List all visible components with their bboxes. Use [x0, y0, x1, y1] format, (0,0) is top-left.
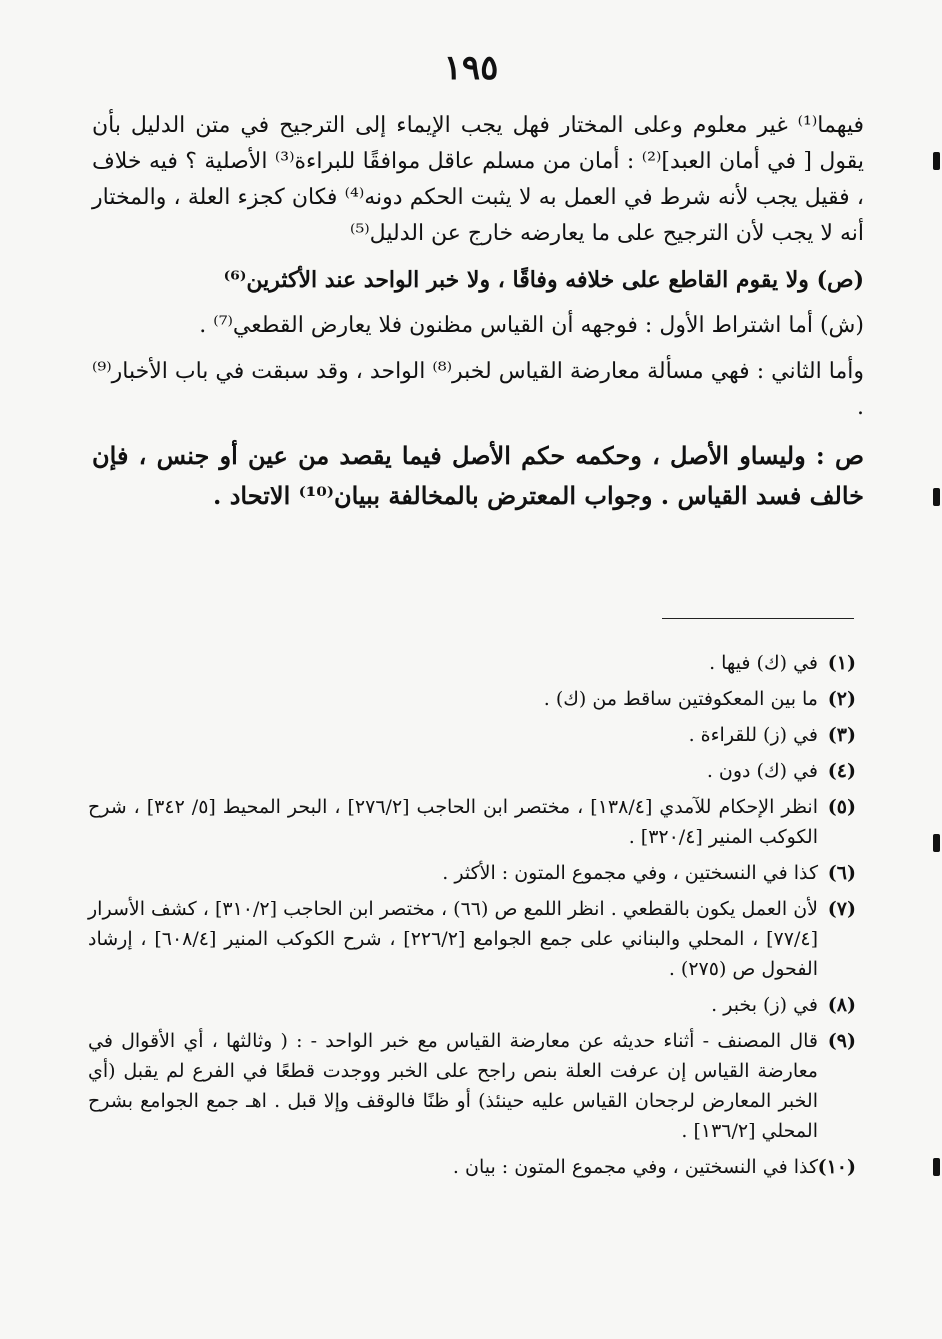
footnote-text: كذا في النسختين ، وفي مجموع المتون : الأكثر . [442, 862, 818, 884]
footnote-text: قال المصنف - أثناء حديثه عن معارضة القياس مع خبر الواحد - : ( وثالثها ، أي الأقوال في معارضة القياس إن عرفت العلة بنص راجح على الخبر ووجدت قطعًا في الفرع لم يقبل (أي الخبر المعارض لرجحان القياس عليه حينئذ) أو ظنًا فالوقف وإلا قبل . اهـ جمع الجوامع بشرح المحلي [١٣٦/٢] . [88, 1030, 818, 1142]
footnote-text: في (ك) دون . [706, 760, 818, 782]
main-text [92, 108, 864, 526]
footnote-text: لأن العمل يكون بالقطعي . انظر اللمع ص (٦٦) ، مختصر ابن الحاجب [٣١٠/٢] ، كشف الأسرار [٧٧/٤] ، المحلي والبناني على جمع الجوامع [٢٢٦/٢] ، شرح الكوكب المنير [٦٠٨/٤] ، إرشاد الفحول ص (٢٧٥) . [88, 898, 818, 980]
binding-mark [933, 152, 940, 170]
page-number: ١٩٥ [443, 48, 499, 88]
paragraph-4: وأما الثاني : فهي مسألة معارضة القياس لخبر⁽⁸⁾ الواحد ، وقد سبقت في باب الأخبار⁽⁹⁾ . [92, 359, 864, 420]
footnote-7 [88, 894, 856, 984]
footnote-text: كذا في النسختين ، وفي مجموع المتون : بيان . [452, 1156, 818, 1178]
footnote-1 [88, 648, 856, 678]
footnote-number: (١٠) [817, 1156, 856, 1178]
binding-mark [933, 488, 940, 506]
footnote-8 [88, 990, 856, 1020]
paragraph-2-matn: (ص) ولا يقوم القاطع على خلافه وفاقًا ، ولا خبر الواحد عند الأكثرين⁽⁶⁾ [223, 267, 864, 293]
footnote-4 [88, 756, 856, 786]
footnote-number: (٤) [827, 760, 856, 782]
footnote-9 [88, 1026, 856, 1146]
footnote-number: (٦) [827, 862, 856, 884]
footnote-text: انظر الإحكام للآمدي [١٣٨/٤] ، مختصر ابن الحاجب [٢٧٦/٢] ، البحر المحيط [٥/ ٣٤٢] ، شرح الكوكب المنير [٣٢٠/٤] . [88, 796, 818, 848]
footnote-10 [88, 1152, 856, 1182]
footnote-text: ما بين المعكوفتين ساقط من (ك) . [543, 688, 818, 710]
footnote-number: (٣) [827, 724, 856, 746]
footnotes [88, 648, 856, 1188]
footnote-text: في (ز) للقراءة . [688, 724, 818, 746]
footnote-number: (٨) [827, 994, 856, 1016]
footnote-5 [88, 792, 856, 852]
footnote-2 [88, 684, 856, 714]
footnote-text: في (ز) بخبر . [711, 994, 818, 1016]
footnote-text: في (ك) فيها . [709, 652, 818, 674]
paragraph-3-sharh: (ش) أما اشتراط الأول : فوجهه أن القياس مظنون فلا يعارض القطعي⁽⁷⁾ . [199, 313, 864, 338]
footnote-number: (٢) [827, 688, 856, 710]
footnote-number: (٧) [827, 898, 856, 920]
binding-mark [933, 834, 940, 852]
paragraph-1: فيهما⁽¹⁾ غير معلوم وعلى المختار فهل يجب الإيماء إلى الترجيح في متن الدليل بأن يقول [ في أمان العبد]⁽²⁾ : أمان من مسلم عاقل موافقًا للبراءة⁽³⁾ الأصلية ؟ فيه خلاف ، فقيل يجب لأنه شرط في العمل به لا يثبت الحكم دونه⁽⁴⁾ فكان كجزء العلة ، والمختار أنه لا يجب لأن الترجيح على ما يعارضه خارج عن الدليل⁽⁵⁾ [92, 113, 864, 246]
paragraph-5-matn: ص : وليساو الأصل ، وحكمه حكم الأصل فيما يقصد من عين أو جنس ، فإن خالف فسد القياس . وجواب المعترض بالمخالفة ببيان⁽¹⁰⁾ الاتحاد . [92, 441, 864, 510]
footnote-separator [662, 618, 854, 619]
footnote-3 [88, 720, 856, 750]
footnote-number: (٥) [827, 796, 856, 818]
footnote-number: (١) [827, 652, 856, 674]
footnote-number: (٩) [827, 1030, 856, 1052]
footnote-6 [88, 858, 856, 888]
binding-mark [933, 1158, 940, 1176]
